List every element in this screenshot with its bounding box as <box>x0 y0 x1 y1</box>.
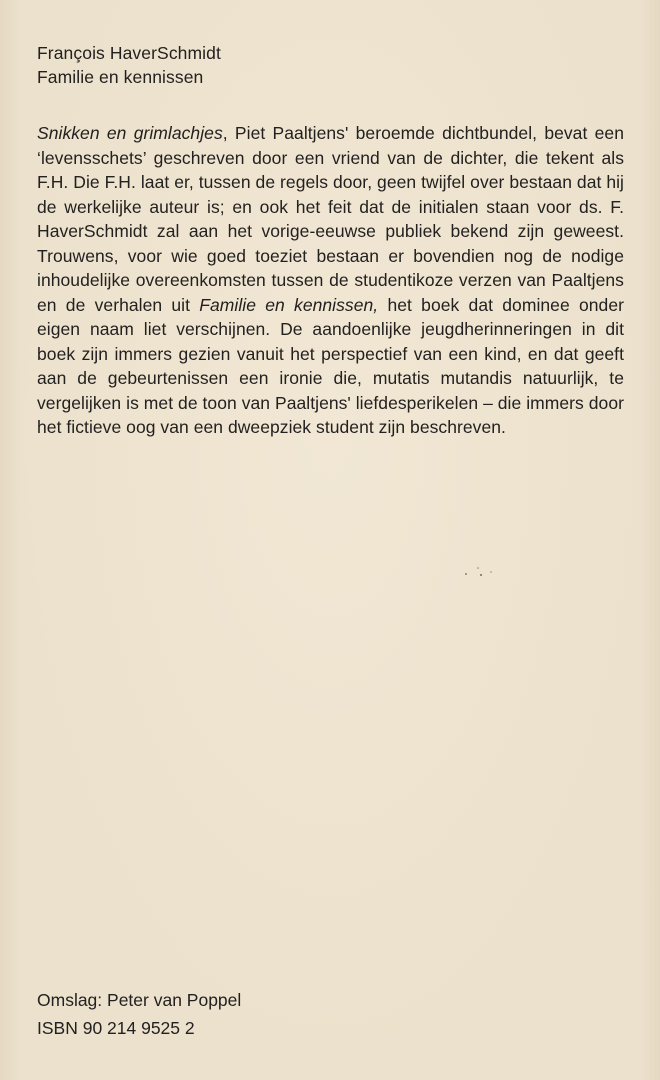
paper-specks-decoration <box>460 562 500 582</box>
blurb-title-familie: Familie en kennissen, <box>199 294 379 315</box>
isbn-number: ISBN 90 214 9525 2 <box>37 1018 195 1038</box>
cover-footer <box>37 986 241 1042</box>
blurb-title-snikken: Snikken en grimlachjes <box>37 123 223 143</box>
cover-credit: Omslag: Peter van Poppel <box>37 990 242 1010</box>
author-name: François HaverSchmidt <box>37 43 221 63</box>
cover-header <box>37 41 221 89</box>
blurb-paragraph <box>37 121 624 440</box>
blurb-text-part2: het boek dat dominee onder eigen naam liet verschijnen. De aandoenlijke jeugdherinneringen in dit boek zijn immers gezien vanuit het perspectief van een kind, en dat geeft aan de gebeurtenissen een ironie die, mutatis mutandis natuurlijk, te vergelijken is met de toon van Paaltjens' liefdesperikelen – die immers door het fictieve oog van een dweepziek student zijn beschreven. <box>37 294 624 437</box>
book-title: Familie en kennissen <box>37 67 204 87</box>
blurb-text-part1: , Piet Paaltjens' beroemde dichtbundel, bevat een ‘levensschets’ geschreven door een vriend van de dichter, die tekent als F.H. Die F.H. laat er, tussen de regels door, geen twijfel over bestaan dat hij de werkelijke auteur is; en ook het feit dat de initialen staan voor ds. F. HaverSchmidt zal aan het vorige-eeuwse publiek bekend zijn geweest. Trouwens, voor wie goed toeziet bestaan er bovendien nog de nodige inhoudelijke overeenkomsten tussen de studentikoze verzen van Paaltjens en de verhalen uit <box>37 123 624 315</box>
